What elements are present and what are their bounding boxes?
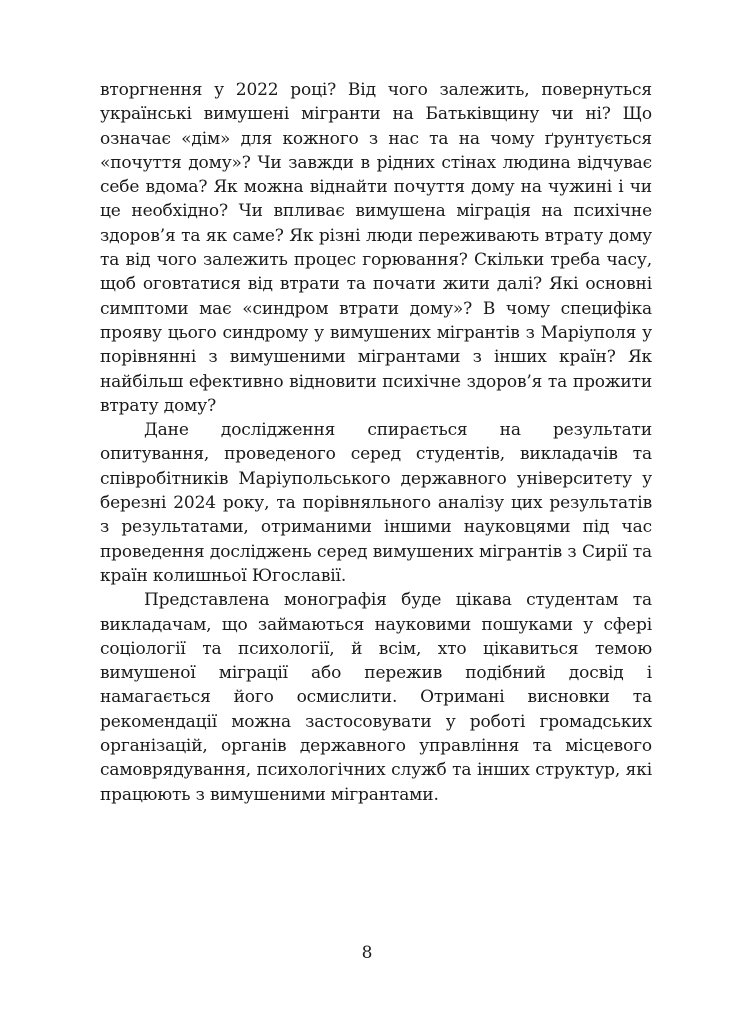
body-text	[100, 78, 652, 807]
page-number: 8	[361, 943, 373, 963]
paragraph-study-basis: Дане дослідження спирається на результати опитування, проведеного серед студентів, викладачів та співробітників Маріупольського державного університету у березні 2024 року, та порівняльного аналізу цих результатів з результатами, отриманими іншими науковцями під час проведення досліджень серед вимушених мігрантів з Сирії та країн колишньої Югославії.	[100, 420, 652, 586]
paragraph-audience: Представлена монографія буде цікава студентам та викладачам, що займаються науковими пошуками у сфері соціології та психології, й всім, хто цікавиться темою вимушеної міграції або пережив подібний досвід і намагається його осмислити. Отримані висновки та рекомендації можна застосовувати у роботі громадських організацій, органів державного управління та місцевого самоврядування, психологічних служб та інших структур, які працюють з вимушеними мігрантами.	[100, 590, 652, 805]
paragraph-continuation: вторгнення у 2022 році? Від чого залежить, повернуться українські вимушені мігранти на Батьківщину чи ні? Що означає «дім» для кожного з нас та на чому ґрунтується «почуття дому»? Чи завжди в рідних стінах людина відчуває себе вдома? Як можна віднайти почуття дому на чужині і чи це необхідно? Чи впливає вимушена міграція на психічне здоров’я та як саме? Як різні люди переживають втрату дому та від чого залежить процес горювання? Скільки треба часу, щоб оговтатися від втрати та почати жити далі? Які основні симптоми має «синдром втрати дому»? В чому специфіка прояву цього синдрому у вимушених мігрантів з Маріуполя у порівнянні з вимушеними мігрантами з інших країн? Як найбільш ефективно відновити психічне здоров’я та прожити втрату дому?	[100, 80, 652, 416]
